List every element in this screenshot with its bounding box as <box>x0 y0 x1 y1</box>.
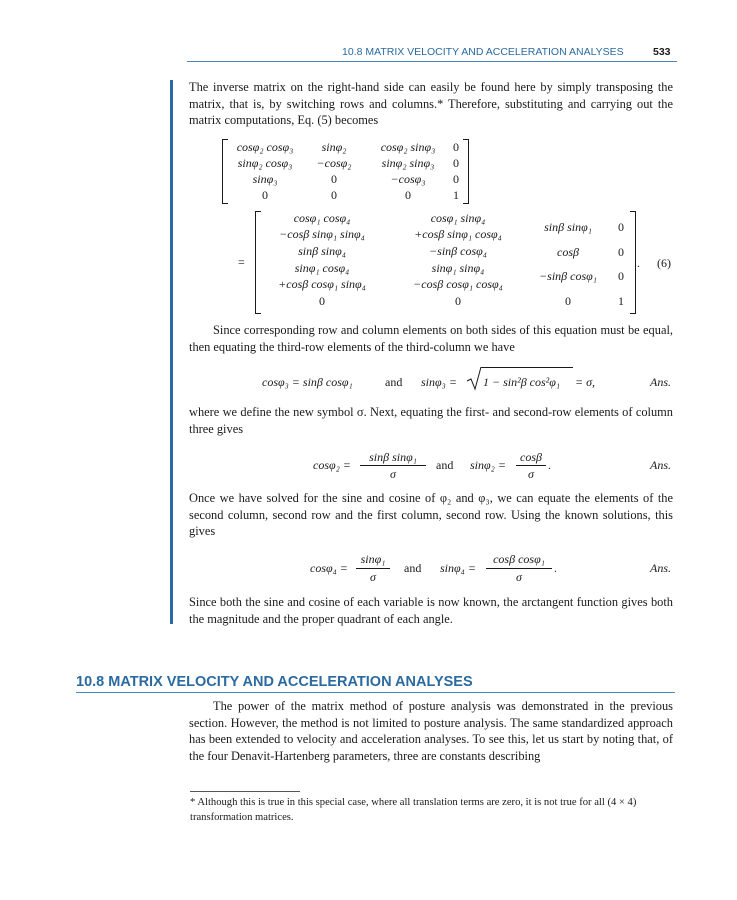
matrix-cell: 0 <box>405 188 411 202</box>
equation-sin-phi2: sinφ₂ = <box>470 458 506 472</box>
equation-period: . <box>637 256 640 270</box>
fraction-numerator: cosβ <box>520 450 542 464</box>
matrix-cell: −sinβ cosφ₁ <box>539 269 597 283</box>
matrix-cell: 1 <box>453 188 459 202</box>
left-bracket <box>222 139 228 204</box>
matrix-cell: +cosβ cosφ₁ sinφ₄ <box>278 277 366 291</box>
sqrt-vinculum <box>481 367 573 368</box>
paragraph-define-sigma: where we define the new symbol σ. Next, equating the first- and second-row elements of column three gives <box>189 405 673 436</box>
equation-and: and <box>404 561 422 575</box>
matrix-cell: cosφ₁ sinφ₄ <box>430 211 486 225</box>
fraction-numerator: sinβ sinφ₁ <box>369 450 417 464</box>
equation-period: . <box>554 561 557 575</box>
matrix-cell: 0 <box>455 294 461 308</box>
matrix-cell: sinφ₂ sinφ₃ <box>381 156 435 170</box>
matrix-cell: cosφ₂ cosφ₃ <box>236 140 294 154</box>
sqrt-radicand: 1 − sin²β cos²φ₁ <box>483 375 561 389</box>
matrix-cell: cosφ₂ sinφ₃ <box>380 140 436 154</box>
section-heading: 10.8 MATRIX VELOCITY AND ACCELERATION ANALYSES <box>76 674 473 690</box>
matrix-cell: −cosφ₂ <box>316 156 352 170</box>
matrix-cell: sinβ sinφ₄ <box>298 244 346 258</box>
right-bracket <box>630 211 636 314</box>
paragraph-arctangent: Since both the sine and cosine of each variable is now known, the arctangent function gives both the magnitude and the proper quadrant of each angle. <box>189 595 673 626</box>
fraction-numerator: cosβ cosφ₁ <box>493 552 545 566</box>
matrix-cell: 0 <box>618 245 624 259</box>
answer-tag: Ans. <box>650 458 671 472</box>
sqrt-radical-icon <box>466 366 482 392</box>
answer-tag: Ans. <box>650 561 671 575</box>
matrix-cell: sinφ₂ <box>321 140 347 154</box>
matrix-cell: sinφ₁ sinφ₄ <box>431 261 485 275</box>
equation-cos-phi4: cosφ₄ = <box>310 561 348 575</box>
matrix-cell: 0 <box>453 172 459 186</box>
equation-sigma: = σ, <box>575 375 596 389</box>
fraction-bar <box>356 568 390 569</box>
matrix-cell: +cosβ sinφ₁ cosφ₄ <box>414 227 502 241</box>
matrix-cell: sinφ₁ cosφ₄ <box>294 261 350 275</box>
paragraph-section-intro: The power of the matrix method of posture analysis was demonstrated in the previous section. However, the method is not limited to posture analysis. The same standardized approach has been extended to velocity and acceleration analyses. To see this, let us start by noting that, of the four Denavit-Hartenberg parameters, three are constants describing <box>189 699 673 763</box>
matrix-cell: 0 <box>319 294 325 308</box>
matrix-cell: 0 <box>331 188 337 202</box>
fraction-bar <box>360 465 426 466</box>
footnote: * Although this is true in this special case, where all translation terms are zero, it is not true for all (4 × 4) transformation matrices. <box>190 797 637 823</box>
fraction-denominator: σ <box>390 467 396 481</box>
running-header-title: 10.8 MATRIX VELOCITY AND ACCELERATION ANALYSES <box>342 46 624 58</box>
header-rule <box>187 61 677 62</box>
paragraph-intro: The inverse matrix on the right-hand side can easily be found here by simply transposing the matrix, that is, by switching rows and columns.* Therefore, substituting and carrying out the matrix computations, Eq. (5) becomes <box>189 80 673 127</box>
matrix-cell: sinβ sinφ₁ <box>544 220 592 234</box>
equation-cos-phi3: cosφ₃ = sinβ cosφ₁ <box>262 375 353 389</box>
equation-sin-phi3: sinφ₃ = <box>421 375 457 389</box>
equation-cos-phi2: cosφ₂ = <box>313 458 351 472</box>
equation-period: . <box>548 458 551 472</box>
example-sidebar-bar <box>170 80 173 624</box>
equation-and: and <box>385 375 403 389</box>
matrix-cell: 0 <box>262 188 268 202</box>
matrix-cell: 1 <box>618 294 624 308</box>
matrix-cell: 0 <box>453 140 459 154</box>
matrix-cell: 0 <box>331 172 337 186</box>
matrix-cell: 0 <box>453 156 459 170</box>
right-bracket <box>463 139 469 204</box>
matrix-cell: cosβ <box>557 245 579 259</box>
matrix-cell: sinφ₃ <box>252 172 278 186</box>
fraction-denominator: σ <box>370 570 376 584</box>
fraction-numerator: sinφ₁ <box>360 552 386 566</box>
section-rule <box>76 692 675 693</box>
fraction-bar <box>486 568 552 569</box>
fraction-denominator: σ <box>516 570 522 584</box>
matrix-cell: −cosβ cosφ₁ cosφ₄ <box>413 277 503 291</box>
equation-and: and <box>436 458 454 472</box>
fraction-bar <box>516 465 546 466</box>
equation-sin-phi4: sinφ₄ = <box>440 561 476 575</box>
matrix-cell: −sinβ cosφ₄ <box>429 244 487 258</box>
matrix-cell: cosφ₁ cosφ₄ <box>293 211 351 225</box>
equation-number: (6) <box>657 256 671 270</box>
footnote-rule <box>190 791 300 792</box>
matrix-cell: 0 <box>565 294 571 308</box>
matrix-cell: −cosφ₃ <box>390 172 426 186</box>
answer-tag: Ans. <box>650 375 671 389</box>
paragraph-solve-phi2-phi3: Once we have solved for the sine and cosine of φ₂ and φ₃, we can equate the elements of the second column, second row and the first column, second row. Using the known solutions, this gives <box>189 491 673 538</box>
fraction-denominator: σ <box>528 467 534 481</box>
page-number: 533 <box>653 46 671 58</box>
matrix-cell: 0 <box>618 220 624 234</box>
matrix-cell: sinφ₂ cosφ₃ <box>237 156 293 170</box>
equals-sign: = <box>238 255 245 269</box>
paragraph-equate-third: Since corresponding row and column elements on both sides of this equation must be equal, then equating the third-row elements of the third-column we have <box>189 323 673 354</box>
matrix-cell: −cosβ sinφ₁ sinφ₄ <box>279 227 365 241</box>
matrix-cell: 0 <box>618 269 624 283</box>
